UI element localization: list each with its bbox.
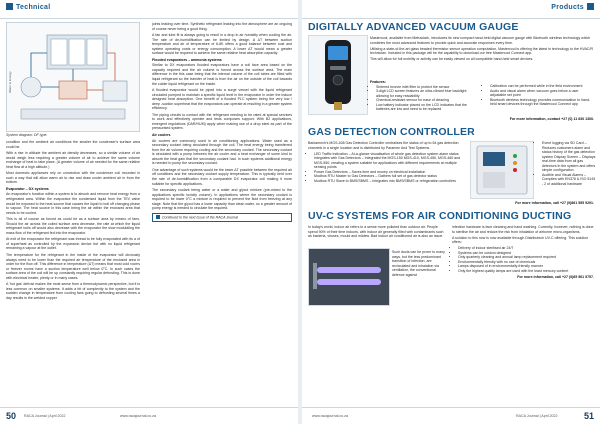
list-item: • 3-digit LCD screen features an ultra-vibrant blue backlight allowing for easy readability [376,89,478,98]
paragraph: The secondary coolant being water or a water and glycol mixture (pre-mixed to the applications specific toxicity volume). In applications where the secondary coolant is required to be lower 0°C a mixture is required to prevent the fluid from freezing at any stage. Note that the glycol has a lower capacity than clean water, so a greater amount of pump energy is needed to circulate the required. [152,188,292,211]
list-item: • Systems can be custom designed [458,251,594,256]
gas-controller-image [470,141,534,199]
paragraph: Air coolers are commonly used in air conditioning applications. Water used as a secondary coolant being circulated through the coil. The heat energy being transferred from the air volume requiring cooling and the secondary coolant. The secondary coolant is circulated with a pump between the air cooler and a heat exchanger of some kind to absorb the heat gain that the secondary coolant had. In such systems additional energy is needed to pump the secondary coolant. [152,138,292,166]
paragraph: This will allow for full mobility or activity can be easily viewed on all compatible hand-held smart devices. [370,57,534,61]
vacuum-gauge-image [308,35,368,115]
vacuum-gauge-intro [370,36,594,63]
continued-note [152,213,292,222]
vacuum-gauge-contact: For more information, contact +27 (0) 11 630 1300. [509,117,594,121]
left-footer [0,407,298,424]
right-page [302,0,600,424]
list-item: • Audible and Visual Alarms – Complies with EN378 & ISO 5149 - 2 of additional hardware [542,173,596,187]
subheading-flooded: Flooded evaporators – ammonia systems [152,57,222,62]
header-bar [0,0,298,19]
paragraph: condition and the ambient air conditions the smaller the condenser's surface area could be. [6,140,140,149]
paragraph: Most domestic appliances rely on convection with the condenser coil mounted in such a way that will allow warm air to rise and draw cooler ambient air in from the bottom. [6,171,140,185]
subheading-air-coolers: Air coolers [152,133,171,138]
continued-text: Continued in the next issue of the RACA Journal [162,215,238,220]
gas-detection-contact: For more information, call +27 (0)861 555 9291. [515,201,594,205]
headline-vacuum-gauge: DIGITALLY ADVANCED VACUUM GAUGE [308,21,519,33]
footer-journal: RACA Journal | April 2022 [516,414,558,418]
paragraph: infection hardware is face cleaning and hand washing. Currently, however, nothing is done to sterilise the air and reduce the risk from inhalation of airborne micro-organisms. [452,225,594,234]
list-item: • Environmentally friendly with no use of chemicals [458,260,594,265]
headline-uvc: UV-C SYSTEMS FOR AIR CONDITIONING DUCTING [308,210,572,222]
list-item: • Audio and visual alarm when vacuum goes below a user adjustable set point [490,89,594,98]
paragraph: Mastercool, available from Metraclark, introduces its new compact hand-held digital vacuum gauge with Bluetooth wireless technology which combines the most advanced features to provide quick and accurate responses every time. [370,36,591,45]
left-column-1 [6,140,140,303]
section-label: Products [551,4,584,11]
list-item: • Chemical-resistant sensor for ease of cleaning [376,98,478,103]
uvc-contact: For more information, call +27 (0)65 561 5757. [517,275,594,279]
section-square-icon [6,3,13,10]
paragraph: A fan and tube fit is always going to result in a drop in air humidity when cooling the air. The rate of de-humidification can be limited by design. A ΔT between suction temperature and air of temperature of 6-8K offers a good balance between cost and system operating costs or energy consumption. A lower ΔT would mean a greater surface would be required to achieve the same relative heat absorption capacity. [152,33,292,56]
paragraph: This is all of course as forced as could be as a surface area by means of fans. Should the air across the coiled surface area decrease, the rate at which the liquid refrigerant boils off would also decrease with the evaporator the slow modulating the mass flow of the refrigerant fed into the evaporator. [6,217,140,235]
paragraph: At exit of the evaporator the refrigerant was thread to be fully evaporated with its a of of superheat as controlled by the expansion device but with no liquid refrigerant remaining a vapour at the outlet. [6,237,140,251]
paragraph: A flooded evaporator would be piped into a surge vessel with the liquid refrigerant circulated pumped to maintain a specific liquid level in the evaporator in order the induce designed heat absorption. One benefit of a flooded PLC system being the very low / deep -suction superheat that the evaporators can operate at resulting in a greater system efficiency. [152,88,292,111]
list-item: • Only quarterly cleaning and annual lamp replacement required [458,255,594,260]
list-item: • Low battery indicator placed on the LCD indicates that the batteries are low and need to be replaced [376,103,478,112]
paragraph: One advantage of such systems would be the lower ΔT possible between the required air off conditions and the secondary coolant supply temperature. This is typically held over the rate of de-humidification from a comparable DX evaporator coil making it more suitable for specific applications. [152,167,292,186]
paragraph: Similar to DX evaporators flooded evaporators have a coil face area based on the capacity required and the air volume is forced across the surface area. The main difference in the this case being that the internal volume of the coil tubes are filled with liquid refrigerant so the transfer of heat is from the air on the outside of the coil towards the colder liquid refrigerant on the inside. [152,63,292,86]
uvc-column-2 [452,225,594,280]
paragraph: An evaporator's function within a system is to absorb and remove heat energy from a refrigerated area. Within the evaporator the condensed liquid from the TEV valve would be exposed to the heat source that causes the liquid to boil off changing phase to vapour. The heat source in this case being the air within the enclosed area that needs to be cooled. [6,192,140,215]
figure-caption: System diagram: DF type. [6,133,48,137]
page-number-right: 51 [583,411,594,421]
gas-detection-intro [308,141,466,183]
figure-label-vertical: Water to Energy [8,71,12,93]
paragraph: The piping circuits to contact with the refrigerant needing to be rated at special services to work and effectively operate and tests composes support. With B2 applications, emergent regulations (DAR/HUM) apply when making use of a drop steel as part of the pressurised system. [152,112,292,131]
continued-arrow-icon [156,215,160,219]
uvc-column-1 [308,225,448,240]
list-item: • Calibration can be performed while in the field environment [490,84,594,89]
list-item: • Modbus RTU Slave to BMS/SBMS – Integrates into BMS/SBMS or refrigeration controllers [314,179,466,184]
list-item: • Only the highest quality lamps are used with the least mercury content [458,269,594,274]
paragraph: A 'hot gas' defrost makes the most sense from a thermodynamic perspective, but it is less common on smaller systems. It adds a bit of complexity to the system and the sudden change in temperature from cooling fans going to defrosting several times a day results in the welded copper [6,282,140,300]
list-item: • Modbus RTU Master to Gas Detectors – Gathers full set of gas detector status [314,174,466,179]
paragraph: A solution to this now is now available through Distributech UV-C offering. This solution offers: [452,235,589,244]
list-item: • Bluetooth wireless technology provides communication to hand-held smart devices through the Mastercool Connect app [490,98,594,107]
paragraph: In today's world, indoor air refers to a sense more polluted than outdoor air. People spend 90% of their time indoors, with indoor air generally filled with contaminants such as bacteria, viruses, mould and mildew. Bad indoor air conditioned air is also an issue. [308,225,444,238]
features-heading: Features: [370,80,386,84]
list-item: • Lamps disposed of in environmentally-friendly manner [458,264,594,269]
list-item: • Power Gas Detectors – Saves time and money on electrical installation [314,170,466,175]
vacuum-gauge-features-right [484,84,594,107]
headline-gas-detection: GAS DETECTION CONTROLLER [308,126,475,138]
section-tab-products [551,3,594,11]
paragraph: With a rise in altitude the ambient air density decreases, so a similar volume of air would weigh less requiring a greater volume of air to achieve the same volume exchange of heat to take place. (A greater volume of air needed for the same relative heat flow at a high altitude.) [6,151,140,169]
section-label: Technical [16,4,51,11]
system-diagram [6,22,140,132]
section-tab-technical [6,3,50,11]
paragraph: Such ducts can be prone to many ways, but the less predominant transition of infection, are recirculated and inhalation via ventilation, the conventional defence against [392,250,445,277]
paragraph: Barkamech's MGS-408 Gas Detection Controller centralises the status of up to 64 gas detection channels in a single location and is distributed by Paramec And Test Systems. [308,141,459,150]
left-page [0,0,298,424]
list-item: • Delivery of indoor sterilised air 24/7 [458,246,594,251]
paragraph: The temperature for the refrigerant in the inside of the evaporator will obviously always need to be lower than the required air temperature of the enclosed area in order for the flow off. This difference in temperature (ΔT) means that most cold rooms or freezer rooms have a suction temperature well below 0°C. In such cases the surface area of the coil will be up constantly requiring regular defrosting. This is done with electrical heater, plenty or in many cases. [6,253,140,280]
subheading-evaporator: Evaporator – DX systems [6,186,49,191]
header-bar [302,0,600,19]
uvc-lamp-image [308,248,390,306]
left-column-2 [152,22,292,222]
gas-detection-side [536,141,596,186]
footer-url[interactable]: www.racajournal.co.za [312,414,348,418]
right-footer [302,407,600,424]
list-item: • LED Traffic Indication – At-a-glance visualisation of whole gas detection system alarm status Integrates with Gas Detectors – Integrated the MGS-150 MGS-410, MGS-450, MGS-460 and MGS-550, creating a system suitable for applications with different requirements at multiple sensing points [314,152,466,170]
paragraph: joints leaking over time. Synthetic refrigerant leaking into the atmosphere are an ongoing of course never being a good thing. [152,22,292,31]
paragraph: Utilising a state-of-the-art glass beaded thermistor sensor operation computation, Mastercool is offering the latest in technology to the HVAC/R technician. Included in this package will be the capability to download our free Mastercool Connect app. [370,46,594,55]
footer-journal: RACA Journal | April 2022 [24,414,66,418]
footer-url[interactable]: www.racajournal.co.za [120,414,156,418]
list-item: • Sintered bronze inlet filter to protect the sensor [376,85,478,90]
list-item: • Event logging via SD Card – Reduces customers alarm and status history of the gas detection system Display Screen – Displays real-time data from all gas detectors in the system and offers simple configuration [542,141,596,173]
section-square-icon [587,3,594,10]
vacuum-gauge-features-left [370,80,478,112]
uvc-box-note [392,250,446,279]
page-number-left: 50 [6,411,17,421]
